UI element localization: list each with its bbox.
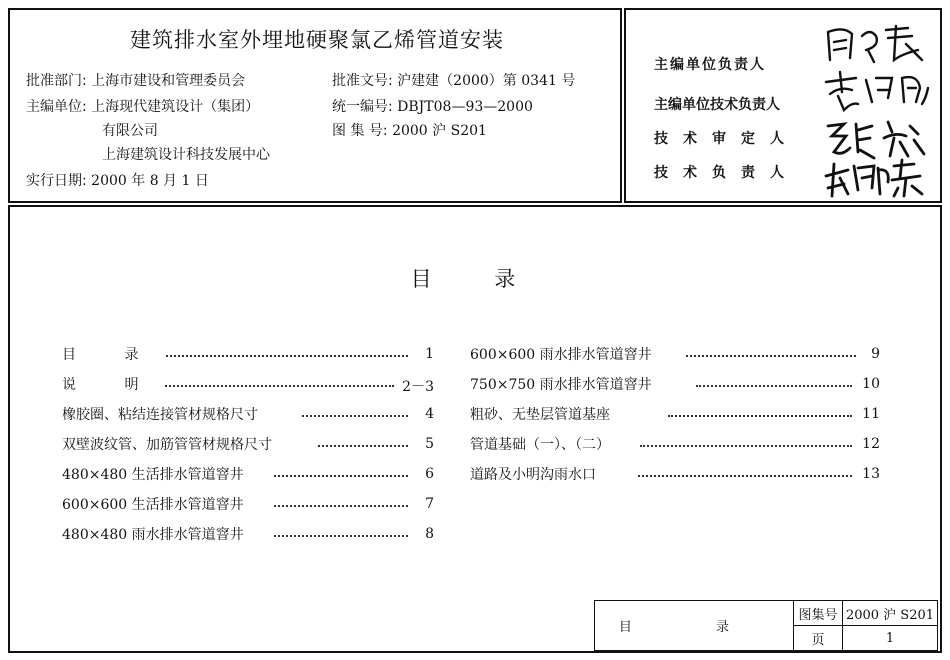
toc-item[interactable]	[62, 524, 436, 544]
toc-item[interactable]	[62, 464, 436, 484]
dot-leader	[302, 415, 408, 417]
signature-2-icon	[822, 68, 932, 114]
resp-label-tech: 技术负责人	[654, 165, 799, 181]
toc-item[interactable]	[470, 464, 882, 484]
toc-item-page: 13	[862, 466, 880, 482]
toc-item-page: 7	[425, 496, 434, 512]
dot-leader	[638, 475, 852, 477]
editor-unit	[26, 96, 259, 116]
toc-item[interactable]	[470, 404, 882, 424]
unified-no-label: 统一编号:	[332, 99, 393, 115]
dot-leader	[696, 385, 852, 387]
toc-item-page: 11	[862, 406, 880, 422]
editor-value-2: 有限公司	[102, 123, 158, 139]
toc-item-page: 4	[425, 406, 434, 422]
toc-item-page: 1	[425, 346, 434, 362]
editor-label: 主编单位:	[26, 99, 87, 115]
contents-panel	[8, 205, 942, 653]
approval-no-label: 批准文号:	[332, 73, 393, 89]
atlas-no-value: 2000 沪 S201	[392, 123, 487, 139]
effective-date	[26, 170, 209, 190]
editor-value-3: 上海建筑设计科技发展中心	[102, 147, 270, 163]
resp-label-review: 技术审定人	[654, 131, 799, 147]
resp-row-tech	[654, 162, 799, 182]
toc-item-page: 10	[862, 376, 880, 392]
signature-4-icon	[822, 156, 932, 202]
resp-label-chief-unit: 主编单位负责人	[654, 57, 766, 73]
dot-leader	[274, 505, 408, 507]
toc-item-page: 5	[425, 436, 434, 452]
dot-leader	[640, 445, 852, 447]
toc-item[interactable]	[62, 374, 436, 394]
toc-item[interactable]	[470, 344, 882, 364]
dot-leader	[318, 445, 408, 447]
resp-row-chief-tech	[654, 94, 780, 114]
dot-leader	[686, 355, 856, 357]
atlas-value: 2000 沪 S201	[843, 601, 938, 626]
toc-item-label: 橡胶圈、粘结连接管材规格尺寸	[62, 404, 262, 424]
toc-heading: 目 录	[410, 267, 544, 291]
signature-1-icon	[822, 20, 932, 66]
atlas-no-label: 图 集 号:	[332, 123, 388, 139]
toc-item-label: 600×600 雨水排水管道窨井	[470, 344, 656, 364]
unified-no	[332, 96, 533, 116]
atlas-no	[332, 120, 487, 140]
toc-item-page: 12	[862, 436, 880, 452]
toc-item-label: 管道基础（一）、（二）	[470, 434, 614, 454]
sheet-name: 目 录	[595, 601, 794, 651]
toc-item-label: 750×750 雨水排水管道窨井	[470, 374, 656, 394]
info-panel	[8, 8, 622, 203]
resp-label-chief-tech: 主编单位技术负责人	[654, 97, 780, 113]
toc-item-label: 道路及小明沟雨水口	[470, 464, 600, 484]
page-label: 页	[794, 626, 843, 651]
toc-item-page: 8	[425, 526, 434, 542]
document-title: 建筑排水室外埋地硬聚氯乙烯管道安装	[130, 28, 504, 52]
approval-dept-label: 批准部门:	[26, 73, 87, 89]
toc-item-label: 双壁波纹管、加筋管管材规格尺寸	[62, 434, 276, 454]
effective-label: 实行日期:	[26, 173, 87, 189]
dot-leader	[126, 385, 394, 387]
dot-leader	[274, 475, 408, 477]
page-value: 1	[843, 626, 938, 651]
dot-leader	[668, 415, 852, 417]
atlas-label: 图集号	[794, 601, 843, 626]
editor-value-1: 上海现代建筑设计（集团）	[91, 99, 260, 115]
toc-item-label: 600×600 生活排水管道窨井	[62, 494, 248, 514]
resp-row-chief-unit	[654, 54, 766, 74]
approval-dept	[26, 70, 245, 90]
dot-leader	[274, 535, 408, 537]
toc-item-label: 粗砂、无垫层管道基座	[470, 404, 614, 424]
title-block	[594, 600, 938, 651]
toc-item-label: 说 明	[62, 374, 164, 394]
approval-no	[332, 70, 575, 90]
toc-item[interactable]	[470, 374, 882, 394]
toc-item-label: 480×480 雨水排水管道窨井	[62, 524, 248, 544]
toc-item[interactable]	[62, 434, 436, 454]
approval-dept-value: 上海市建设和管理委员会	[91, 73, 246, 89]
toc-item[interactable]	[62, 344, 436, 364]
toc-item[interactable]	[62, 494, 436, 514]
toc-item[interactable]	[62, 404, 436, 424]
resp-row-review	[654, 128, 799, 148]
toc-item-label: 480×480 生活排水管道窨井	[62, 464, 248, 484]
dot-leader	[126, 355, 408, 357]
approval-no-value: 沪建建（2000）第 0341 号	[397, 73, 576, 89]
responsibility-panel	[624, 8, 942, 203]
toc-item-page: 2－3	[402, 379, 434, 395]
toc-item-label: 目 录	[62, 344, 164, 364]
toc-item[interactable]	[470, 434, 882, 454]
unified-no-value: DBJT08—93—2000	[397, 99, 533, 115]
effective-value: 2000 年 8 月 1 日	[91, 173, 209, 189]
toc-item-page: 6	[425, 466, 434, 482]
toc-item-page: 9	[871, 346, 880, 362]
